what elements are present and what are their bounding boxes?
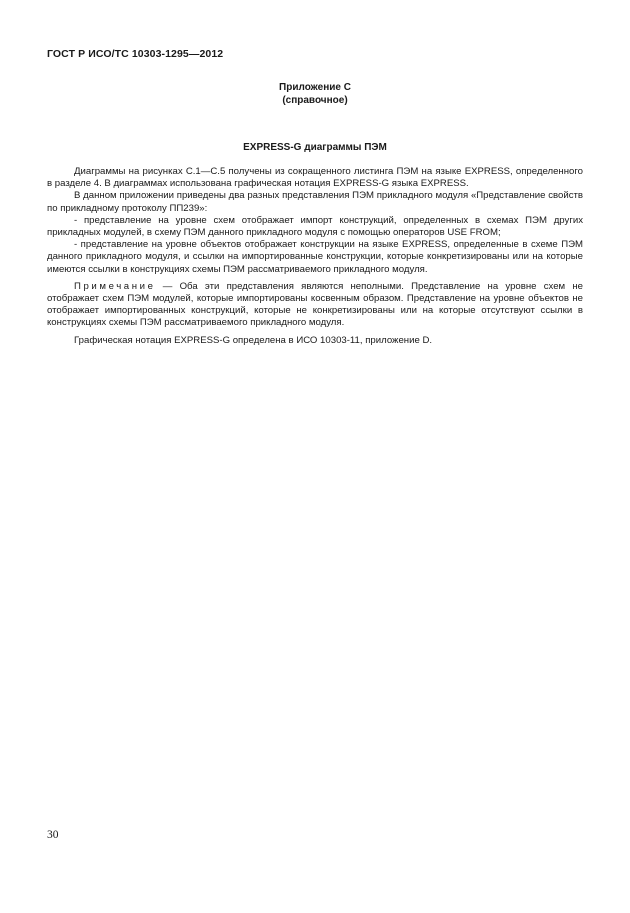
paragraph-intro: Диаграммы на рисунках С.1—С.5 получены из сокращенного листинга ПЭМ на языке EXPRESS, определенного в разделе 4. В диаграммах использована графическая нотация EXPRESS-G языка EXPRESS. bbox=[47, 166, 583, 190]
note-label: Примечание bbox=[74, 280, 156, 292]
section-title: EXPRESS-G диаграммы ПЭМ bbox=[243, 142, 387, 153]
standard-header: ГОСТ Р ИСО/ТС 10303-1295—2012 bbox=[47, 48, 224, 60]
appendix-title: Приложение С bbox=[279, 82, 351, 93]
page-number: 30 bbox=[47, 829, 59, 841]
note-paragraph bbox=[47, 281, 583, 330]
appendix-heading bbox=[0, 82, 630, 107]
paragraph-notation: Графическая нотация EXPRESS-G определена в ИСО 10303-11, приложение D. bbox=[74, 334, 433, 346]
note-text: — Оба эти представления являются неполными. Представление на уровне схем не отображает схем ПЭМ модулей, которые импортированы косвенным образом. Представление на уровне объектов не отображает импортированных конструкций, которые не конкретизированы или на которые отсутствуют ссылки в конструкциях схемы ПЭМ рассматриваемого прикладного модуля. bbox=[47, 280, 583, 329]
paragraph-schema-level: - представление на уровне схем отображает импорт конструкций, определенных в схемах ПЭМ других прикладных модулей, в схему ПЭМ данного прикладного модуля с помощью операторов USE FROM; bbox=[47, 214, 583, 239]
body-text bbox=[47, 166, 583, 347]
paragraph-entity-level: - представление на уровне объектов отображает конструкции на языке EXPRESS, определенные в схеме ПЭМ данного прикладного модуля, и ссылки на импортированные конструкции, которые конкретизированы или на которые имеются ссылки в конструкциях схемы ПЭМ рассматриваемого прикладного модуля. bbox=[47, 239, 583, 275]
paragraph-representations: В данном приложении приведены два разных представления ПЭМ прикладного модуля «Представление свойств по прикладному протоколу ПП239»: bbox=[47, 190, 583, 214]
appendix-subtitle: (справочное) bbox=[282, 94, 348, 106]
